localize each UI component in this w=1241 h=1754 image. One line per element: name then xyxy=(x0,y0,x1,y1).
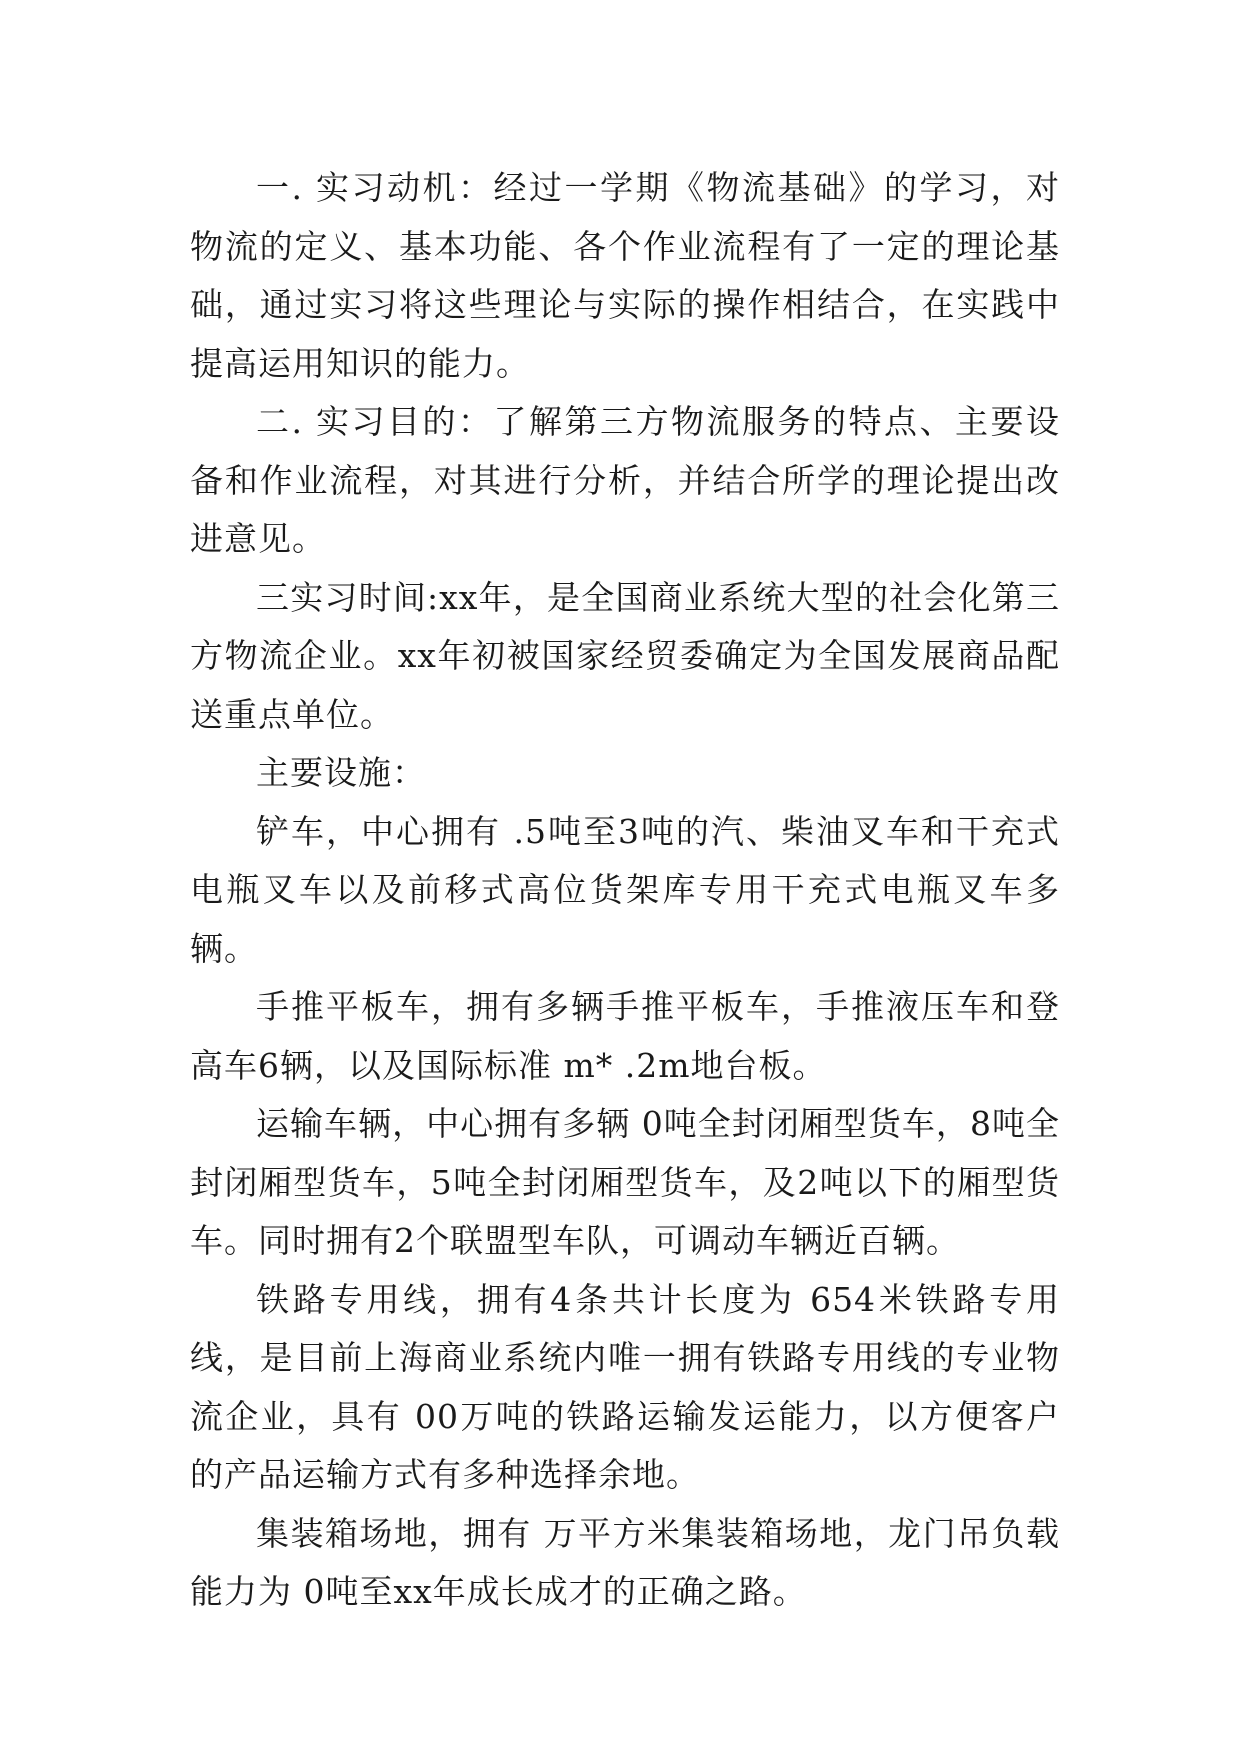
document-body xyxy=(190,159,1060,1622)
paragraph-forklifts: 铲车，中心拥有 .5吨至3吨的汽、柴油叉车和干充式电瓶叉车以及前移式高位货架库专用干充式电瓶叉车多辆。 xyxy=(190,811,1060,968)
paragraph-internship-motivation: 一. 实习动机：经过一学期《物流基础》的学习，对物流的定义、基本功能、各个作业流程有了一定的理论基础，通过实习将这些理论与实际的操作相结合，在实践中提高运用知识的能力。 xyxy=(190,168,1060,383)
paragraph-main-facilities-heading: 主要设施： xyxy=(256,753,426,792)
paragraph-container-yard: 集装箱场地，拥有 万平方米集装箱场地，龙门吊负载能力为 0吨至xx年成长成才的正确之路。 xyxy=(190,1513,1060,1611)
paragraph-transport-vehicles: 运输车辆，中心拥有多辆 0吨全封闭厢型货车，8吨全封闭厢型货车，5吨全封闭厢型货车，及2吨以下的厢型货车。同时拥有2个联盟型车队，可调动车辆近百辆。 xyxy=(190,1104,1060,1260)
paragraph-internship-time: 三实习时间:xx年，是全国商业系统大型的社会化第三方物流企业。xx年初被国家经贸委确定为全国发展商品配送重点单位。 xyxy=(190,577,1060,734)
paragraph-internship-purpose: 二. 实习目的：了解第三方物流服务的特点、主要设备和作业流程，对其进行分析，并结合所学的理论提出改进意见。 xyxy=(190,402,1060,558)
paragraph-hand-carts: 手推平板车，拥有多辆手推平板车，手推液压车和登高车6辆，以及国际标准 m* .2m地台板。 xyxy=(190,987,1060,1085)
paragraph-railway-line: 铁路专用线，拥有4条共计长度为 654米铁路专用线，是目前上海商业系统内唯一拥有铁路专用线的专业物流企业，具有 00万吨的铁路运输发运能力，以方便客户的产品运输方式有多种选择余地。 xyxy=(190,1279,1060,1494)
